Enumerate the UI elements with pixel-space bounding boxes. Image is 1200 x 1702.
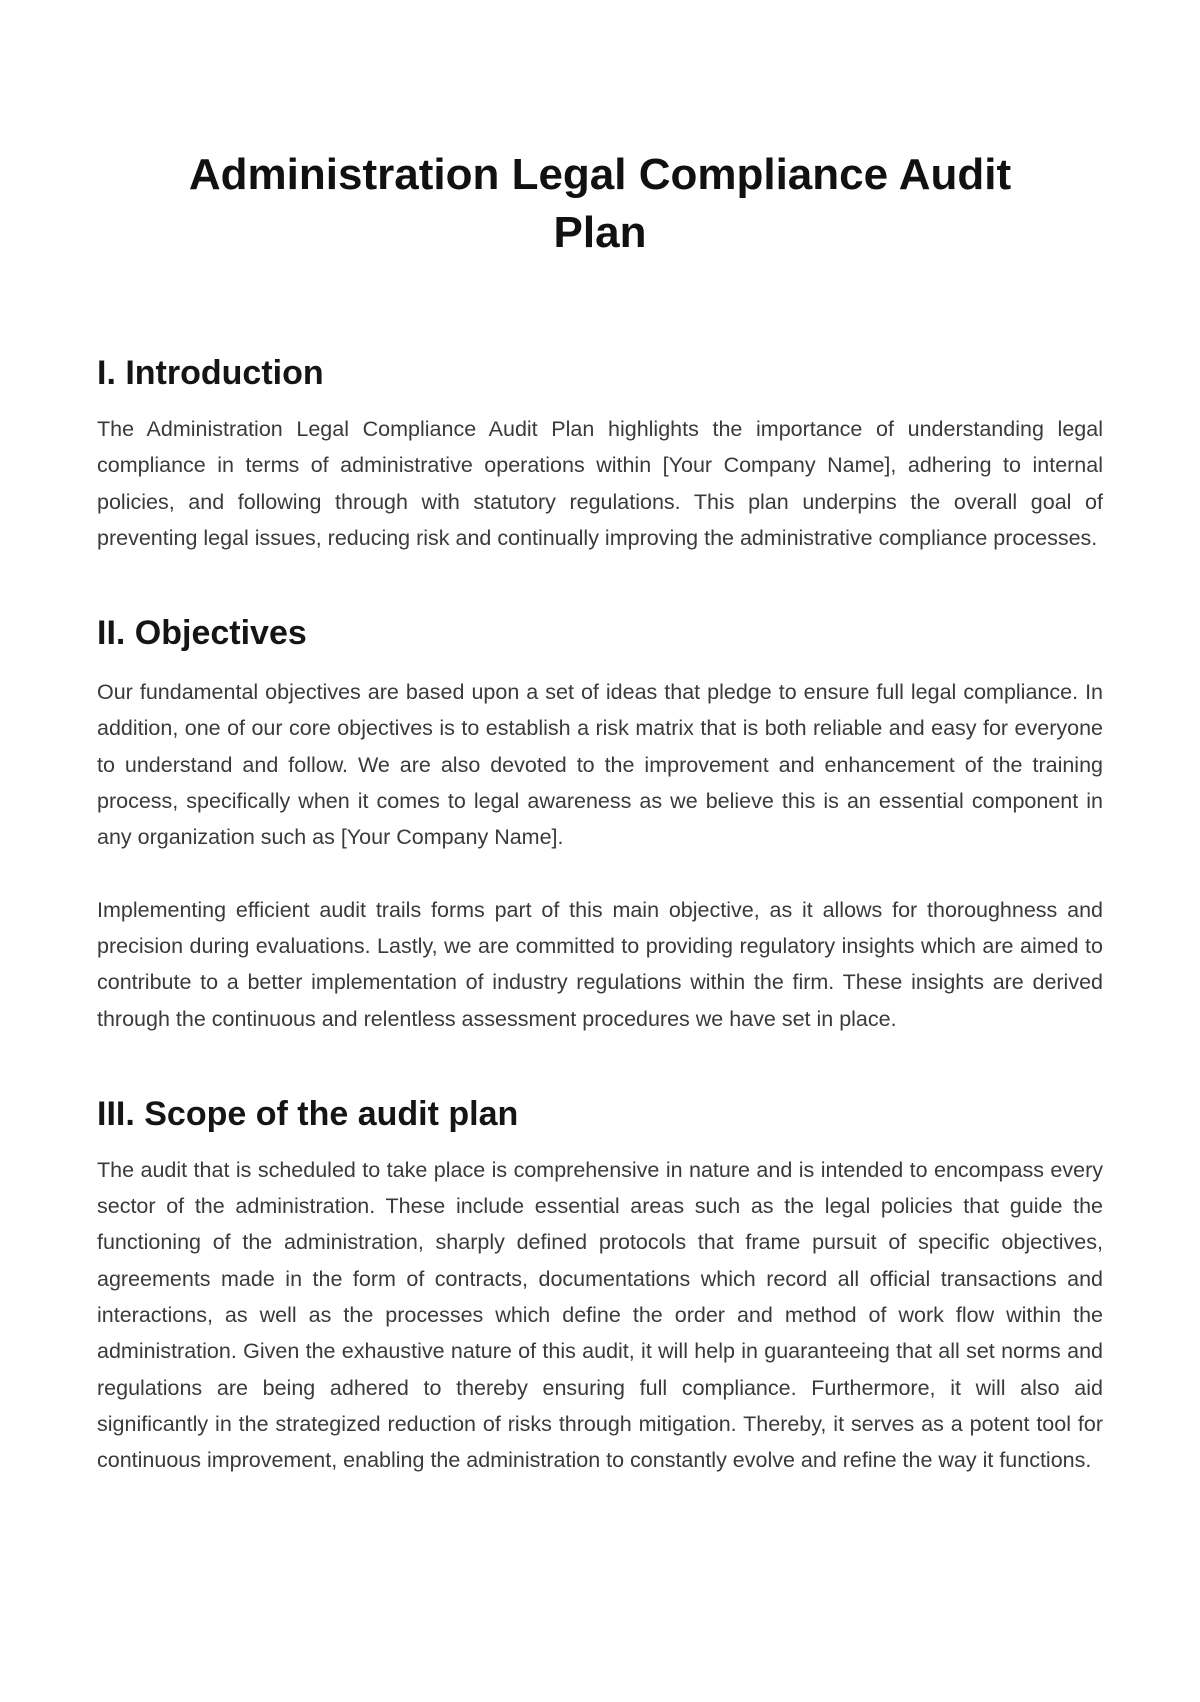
section-heading: III. Scope of the audit plan bbox=[97, 1094, 519, 1133]
section-paragraph: Implementing efficient audit trails forms part of this main objective, as it allows for thoroughness and precision during evaluations. Lastly, we are committed to providing regulatory insights which are aimed to contribute to a better implementation of industry regulations within the firm. These insights are derived through the continuous and relentless assessment procedures we have set in place. bbox=[97, 897, 1103, 1031]
section-objectives bbox=[97, 613, 1103, 1037]
section-introduction bbox=[97, 353, 1103, 556]
document-page bbox=[97, 0, 1103, 1479]
section-heading: II. Objectives bbox=[97, 614, 307, 653]
section-paragraph: The audit that is scheduled to take place is comprehensive in nature and is intended to encompass every sector of the administration. These include essential areas such as the legal policies that guide the functioning of the administration, sharply defined protocols that frame pursuit of specific objectives, agreements made in the form of contracts, documentations which record all official transactions and interactions, as well as the processes which define the order and method of work flow within the administration. Given the exhaustive nature of this audit, it will help in guaranteeing that all set norms and regulations are being adhered to thereby ensuring full compliance. Furthermore, it will also aid significantly in the strategized reduction of risks through mitigation. Thereby, it serves as a potent tool for continuous improvement, enabling the administration to constantly evolve and refine the way it functions. bbox=[97, 1157, 1103, 1473]
section-heading: I. Introduction bbox=[97, 354, 324, 392]
document-title: Administration Legal Compliance Audit Plan bbox=[188, 150, 1012, 257]
section-scope bbox=[97, 1094, 1103, 1479]
section-paragraph: Our fundamental objectives are based upon a set of ideas that pledge to ensure full legal compliance. In addition, one of our core objectives is to establish a risk matrix that is both reliable and easy for everyone to understand and follow. We are also devoted to the improvement and enhancement of the training process, specifically when it comes to legal awareness as we believe this is an essential component in any organization such as [Your Company Name]. bbox=[97, 680, 1103, 850]
section-paragraph: The Administration Legal Compliance Audit Plan highlights the importance of understanding legal compliance in terms of administrative operations within [Your Company Name], adhering to internal policies, and following through with statutory regulations. This plan underpins the overall goal of preventing legal issues, reducing risk and continually improving the administrative compliance processes. bbox=[97, 417, 1103, 550]
